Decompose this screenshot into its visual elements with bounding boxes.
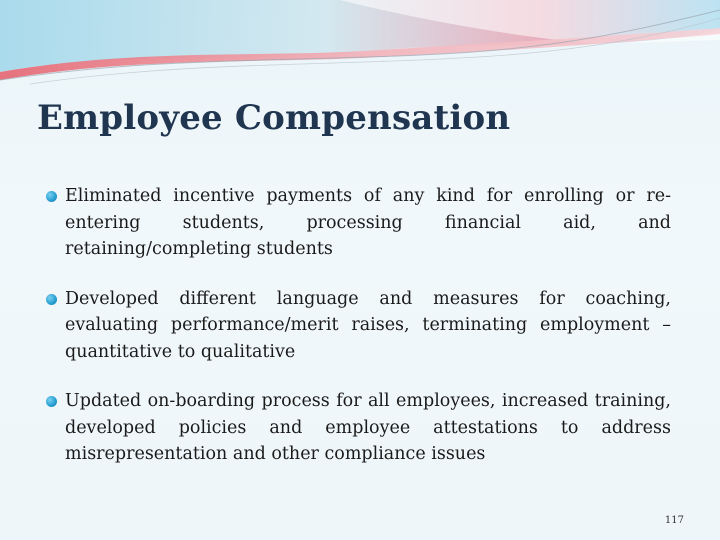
bullet-text: Updated on-boarding process for all employees, increased training, developed policies and employee attestations to address misrepresentation and other compliance issues — [65, 391, 671, 464]
bullet-text: Developed different language and measures for coaching, evaluating performance/merit raises, terminating employment – quantitative to qualitative — [65, 288, 671, 362]
bullet-text: Eliminated incentive payments of any kind for enrolling or re-entering students, processing financial aid, and retaining/completing students — [65, 186, 671, 259]
bullet-dot-icon — [46, 191, 57, 202]
decorative-header-swoosh — [0, 0, 720, 90]
bullet-item — [46, 183, 671, 263]
bullet-dot-icon — [46, 294, 57, 305]
bullet-item — [46, 286, 671, 366]
bullet-dot-icon — [46, 396, 57, 407]
page-number: 117 — [664, 515, 684, 526]
slide-title: Employee Compensation — [37, 98, 511, 138]
bullet-list — [46, 183, 671, 491]
bullet-item — [46, 388, 671, 468]
